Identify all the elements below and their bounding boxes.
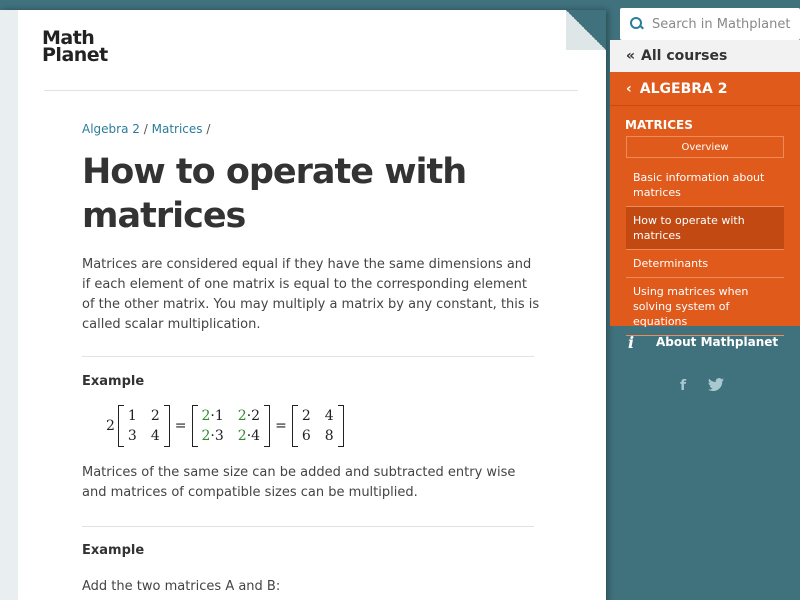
social-links xyxy=(680,378,724,396)
search-placeholder: Search in Mathplanet xyxy=(652,16,791,32)
equals-sign: = xyxy=(174,418,187,434)
example-text: Add the two matrices A and B: xyxy=(82,579,281,594)
matrix-cell: 2·2 xyxy=(237,408,261,424)
matrix-cell: 4 xyxy=(324,408,334,424)
matrix-cell: 2 xyxy=(150,408,160,424)
lesson-item-determinants[interactable]: Determinants xyxy=(626,250,784,278)
lesson-item-operate[interactable]: How to operate with matrices xyxy=(626,207,784,250)
scalar-multiplication-equation xyxy=(106,404,347,448)
about-label: About Mathplanet xyxy=(656,335,779,349)
matrix-cell: 3 xyxy=(127,428,137,444)
matrix-result xyxy=(292,405,344,447)
right-bracket xyxy=(338,405,344,447)
lesson-item-basic-info[interactable]: Basic information about matrices xyxy=(626,164,784,207)
section-label: MATRICES xyxy=(625,118,693,132)
matrix-expanded xyxy=(192,405,271,447)
addition-paragraph: Matrices of the same size can be added and subtracted entry wise and matrices of compatible sizes can be multiplied. xyxy=(82,465,516,500)
page-title: How to operate with matrices xyxy=(82,152,467,236)
matrix-cell: 8 xyxy=(324,428,334,444)
example-heading: Example xyxy=(82,543,145,558)
all-courses-link[interactable] xyxy=(610,40,800,72)
example-heading: Example xyxy=(82,374,145,389)
breadcrumb-algebra2[interactable]: Algebra 2 xyxy=(82,122,140,136)
breadcrumb xyxy=(82,122,210,136)
breadcrumb-sep: / xyxy=(206,122,211,136)
twitter-icon[interactable] xyxy=(708,378,724,396)
lesson-item-systems[interactable]: Using matrices when solving system of equations xyxy=(626,278,784,336)
info-icon: i xyxy=(628,332,635,352)
logo-line2: Planet xyxy=(42,44,108,66)
right-bracket xyxy=(164,405,170,447)
matrix-cell: 4 xyxy=(150,428,160,444)
matrix-cell: 2·1 xyxy=(201,408,224,424)
page-curl xyxy=(566,10,606,50)
mathplanet-logo[interactable] xyxy=(42,27,108,66)
course-nav xyxy=(610,72,800,326)
logo-line1: Math xyxy=(42,27,95,49)
sidebar xyxy=(610,0,800,600)
matrix-cell: 2·4 xyxy=(237,428,261,444)
equals-sign: = xyxy=(275,418,287,434)
scalar: 2 xyxy=(106,418,115,434)
matrix-cell: 6 xyxy=(301,428,311,444)
divider xyxy=(82,526,534,527)
header-divider xyxy=(44,90,578,91)
lesson-list xyxy=(626,164,784,336)
right-bracket xyxy=(264,405,270,447)
course-label: ALGEBRA 2 xyxy=(639,80,728,97)
intro-paragraph: Matrices are considered equal if they have the same dimensions and if each element of one matrix is equal to the corresponding element of the other matrix. You may multiply a matrix by any constant, this is called scalar multiplication. xyxy=(82,257,540,332)
facebook-icon[interactable]: f xyxy=(680,378,687,394)
double-chevron-left-icon: « xyxy=(626,48,636,64)
breadcrumb-matrices[interactable]: Matrices xyxy=(151,122,203,136)
matrix-cell: 2 xyxy=(301,408,311,424)
overview-button[interactable]: Overview xyxy=(626,136,784,158)
matrix-cell: 1 xyxy=(127,408,137,424)
chevron-left-icon: ‹ xyxy=(626,80,632,97)
matrix-original xyxy=(118,405,170,447)
about-link[interactable] xyxy=(610,326,800,358)
search-icon[interactable] xyxy=(630,17,644,31)
all-courses-label: All courses xyxy=(641,48,728,64)
divider xyxy=(82,356,534,357)
breadcrumb-sep: / xyxy=(143,122,148,136)
matrix-cell: 2·3 xyxy=(201,428,224,444)
search-input[interactable] xyxy=(620,8,800,40)
course-link-algebra2[interactable] xyxy=(610,72,800,106)
